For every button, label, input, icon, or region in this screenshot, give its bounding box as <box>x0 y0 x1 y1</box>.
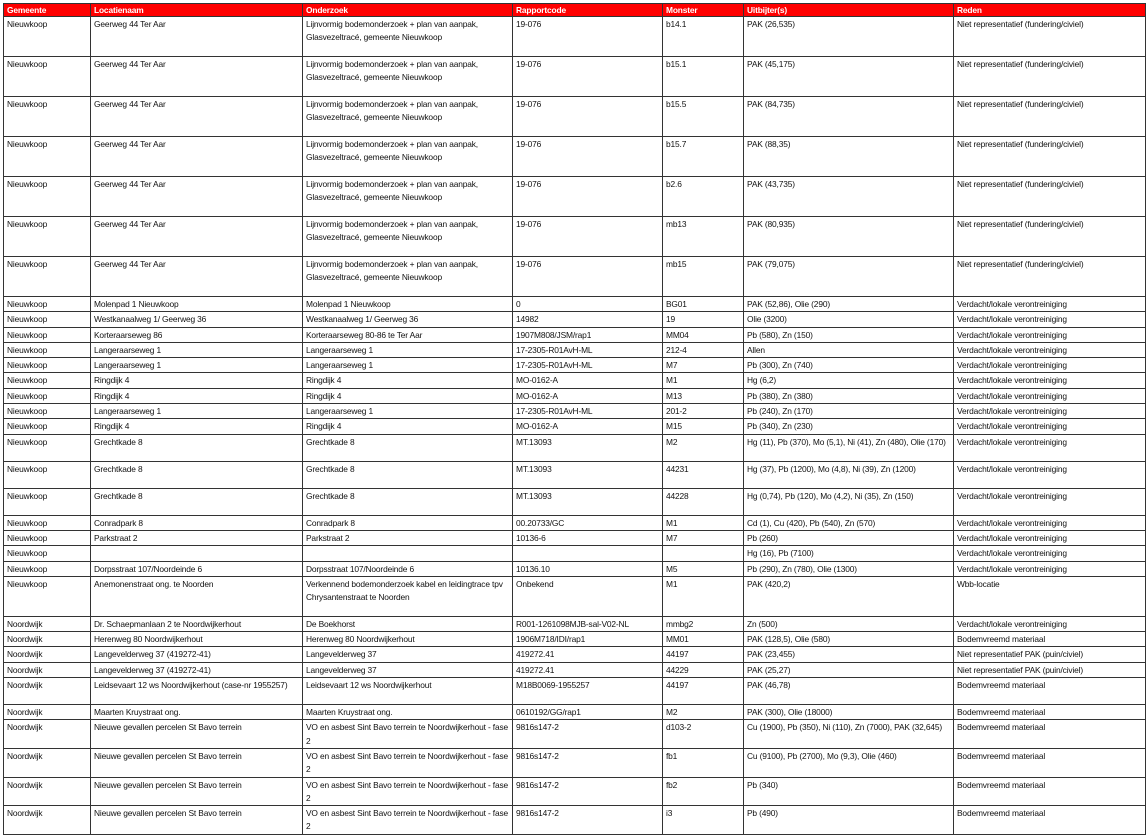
cell-rapportcode: MT.13093 <box>513 434 663 461</box>
cell-rapportcode: 0610192/GG/rap1 <box>513 705 663 720</box>
cell-reden: Verdacht/lokale verontreiniging <box>954 327 1146 342</box>
cell-rapportcode: 17-2305-R01AvH-ML <box>513 404 663 419</box>
cell-monster: 44229 <box>663 662 744 677</box>
cell-uitbijters: PAK (23,455) <box>744 647 954 662</box>
cell-rapportcode: 19-076 <box>513 217 663 257</box>
cell-reden: Bodemvreemd materiaal <box>954 678 1146 705</box>
table-row <box>4 662 1146 677</box>
cell-rapportcode: MT.13093 <box>513 488 663 515</box>
cell-locatienaam: Grechtkade 8 <box>91 461 303 488</box>
cell-locatienaam: Grechtkade 8 <box>91 488 303 515</box>
cell-locatienaam: Parkstraat 2 <box>91 530 303 545</box>
cell-uitbijters: Cu (1900), Pb (350), Ni (110), Zn (7000), PAK (32,645) <box>744 720 954 749</box>
cell-onderzoek: Grechtkade 8 <box>303 461 513 488</box>
cell-onderzoek: VO en asbest Sint Bavo terrein te Noordwijkerhout - fase 2 <box>303 720 513 749</box>
cell-monster: i3 <box>663 806 744 835</box>
cell-uitbijters: PAK (43,735) <box>744 177 954 217</box>
cell-gemeente: Nieuwkoop <box>4 257 91 297</box>
cell-monster: MM01 <box>663 632 744 647</box>
cell-locatienaam: Geerweg 44 Ter Aar <box>91 177 303 217</box>
cell-gemeente: Nieuwkoop <box>4 97 91 137</box>
table-row <box>4 777 1146 806</box>
cell-uitbijters: Hg (11), Pb (370), Mo (5,1), Ni (41), Zn (480), Olie (170) <box>744 434 954 461</box>
cell-onderzoek: Lijnvormig bodemonderzoek + plan van aanpak, Glasvezeltracé, gemeente Nieuwkoop <box>303 177 513 217</box>
cell-gemeente: Nieuwkoop <box>4 312 91 327</box>
cell-onderzoek: Parkstraat 2 <box>303 530 513 545</box>
cell-gemeente: Noordwijk <box>4 748 91 777</box>
cell-locatienaam: Conradpark 8 <box>91 515 303 530</box>
cell-rapportcode: 419272.41 <box>513 662 663 677</box>
cell-reden: Verdacht/lokale verontreiniging <box>954 358 1146 373</box>
table-row <box>4 561 1146 576</box>
cell-onderzoek: Lijnvormig bodemonderzoek + plan van aanpak, Glasvezeltracé, gemeente Nieuwkoop <box>303 97 513 137</box>
cell-onderzoek: Herenweg 80 Noordwijkerhout <box>303 632 513 647</box>
cell-gemeente: Noordwijk <box>4 720 91 749</box>
cell-uitbijters: Pb (240), Zn (170) <box>744 404 954 419</box>
table-body <box>4 17 1146 835</box>
cell-reden: Verdacht/lokale verontreiniging <box>954 312 1146 327</box>
cell-uitbijters: Pb (340) <box>744 777 954 806</box>
cell-reden: Verdacht/lokale verontreiniging <box>954 616 1146 631</box>
cell-gemeente: Nieuwkoop <box>4 404 91 419</box>
cell-rapportcode: 9816s147-2 <box>513 748 663 777</box>
cell-onderzoek: Lijnvormig bodemonderzoek + plan van aanpak, Glasvezeltracé, gemeente Nieuwkoop <box>303 17 513 57</box>
cell-rapportcode: 14982 <box>513 312 663 327</box>
cell-gemeente: Nieuwkoop <box>4 373 91 388</box>
cell-locatienaam: Westkanaalweg 1/ Geerweg 36 <box>91 312 303 327</box>
cell-locatienaam: Langeraarseweg 1 <box>91 358 303 373</box>
cell-locatienaam: Langevelderweg 37 (419272-41) <box>91 662 303 677</box>
cell-monster: 44228 <box>663 488 744 515</box>
cell-onderzoek: Molenpad 1 Nieuwkoop <box>303 297 513 312</box>
cell-reden: Verdacht/lokale verontreiniging <box>954 561 1146 576</box>
cell-reden: Bodemvreemd materiaal <box>954 777 1146 806</box>
cell-reden: Bodemvreemd materiaal <box>954 720 1146 749</box>
cell-reden: Niet representatief (fundering/civiel) <box>954 217 1146 257</box>
cell-rapportcode: 0 <box>513 297 663 312</box>
cell-reden: Verdacht/lokale verontreiniging <box>954 373 1146 388</box>
table-row <box>4 515 1146 530</box>
cell-monster: MM04 <box>663 327 744 342</box>
cell-onderzoek: Lijnvormig bodemonderzoek + plan van aanpak, Glasvezeltracé, gemeente Nieuwkoop <box>303 137 513 177</box>
cell-uitbijters: Pb (490) <box>744 806 954 835</box>
cell-monster: M5 <box>663 561 744 576</box>
cell-gemeente: Nieuwkoop <box>4 57 91 97</box>
table-row <box>4 177 1146 217</box>
cell-onderzoek: Grechtkade 8 <box>303 434 513 461</box>
cell-monster: fb1 <box>663 748 744 777</box>
cell-onderzoek: VO en asbest Sint Bavo terrein te Noordwijkerhout - fase 2 <box>303 777 513 806</box>
cell-locatienaam: Geerweg 44 Ter Aar <box>91 257 303 297</box>
cell-reden: Niet representatief PAK (puin/civiel) <box>954 662 1146 677</box>
cell-uitbijters: PAK (45,175) <box>744 57 954 97</box>
cell-uitbijters: Hg (16), Pb (7100) <box>744 546 954 561</box>
table-row <box>4 576 1146 616</box>
table-row <box>4 419 1146 434</box>
cell-onderzoek: Verkennend bodemonderzoek kabel en leidingtrace tpv Chrysantenstraat te Noorden <box>303 576 513 616</box>
cell-monster: M7 <box>663 530 744 545</box>
table-row <box>4 806 1146 835</box>
table-row <box>4 388 1146 403</box>
table-row <box>4 488 1146 515</box>
cell-uitbijters: Pb (260) <box>744 530 954 545</box>
table-row <box>4 720 1146 749</box>
header-reden: Reden <box>954 4 1146 17</box>
cell-monster: 212-4 <box>663 342 744 357</box>
cell-locatienaam: Nieuwe gevallen percelen St Bavo terrein <box>91 720 303 749</box>
cell-locatienaam: Geerweg 44 Ter Aar <box>91 17 303 57</box>
cell-onderzoek: Conradpark 8 <box>303 515 513 530</box>
cell-reden: Niet representatief (fundering/civiel) <box>954 257 1146 297</box>
cell-rapportcode: M18B0069-1955257 <box>513 678 663 705</box>
cell-locatienaam: Dr. Schaepmanlaan 2 te Noordwijkerhout <box>91 616 303 631</box>
cell-uitbijters: PAK (46,78) <box>744 678 954 705</box>
cell-reden: Verdacht/lokale verontreiniging <box>954 461 1146 488</box>
cell-rapportcode: 17-2305-R01AvH-ML <box>513 358 663 373</box>
cell-locatienaam: Maarten Kruystraat ong. <box>91 705 303 720</box>
cell-gemeente: Nieuwkoop <box>4 419 91 434</box>
cell-onderzoek <box>303 546 513 561</box>
cell-onderzoek: Dorpsstraat 107/Noordeinde 6 <box>303 561 513 576</box>
table-row <box>4 342 1146 357</box>
table-header-row <box>4 4 1146 17</box>
cell-uitbijters: Zn (500) <box>744 616 954 631</box>
cell-rapportcode: 17-2305-R01AvH-ML <box>513 342 663 357</box>
cell-monster: d103-2 <box>663 720 744 749</box>
cell-reden: Bodemvreemd materiaal <box>954 806 1146 835</box>
cell-rapportcode: MT.13093 <box>513 461 663 488</box>
table-row <box>4 530 1146 545</box>
cell-reden: Verdacht/lokale verontreiniging <box>954 515 1146 530</box>
cell-uitbijters: Hg (37), Pb (1200), Mo (4,8), Ni (39), Zn (1200) <box>744 461 954 488</box>
header-gemeente: Gemeente <box>4 4 91 17</box>
cell-monster: M15 <box>663 419 744 434</box>
cell-rapportcode: 9816s147-2 <box>513 806 663 835</box>
cell-locatienaam: Langevelderweg 37 (419272-41) <box>91 647 303 662</box>
cell-monster: M1 <box>663 515 744 530</box>
cell-locatienaam: Ringdijk 4 <box>91 388 303 403</box>
cell-uitbijters: Hg (0,74), Pb (120), Mo (4,2), Ni (35), Zn (150) <box>744 488 954 515</box>
cell-monster: mb15 <box>663 257 744 297</box>
cell-onderzoek: Ringdijk 4 <box>303 373 513 388</box>
cell-gemeente: Nieuwkoop <box>4 177 91 217</box>
cell-uitbijters: PAK (420,2) <box>744 576 954 616</box>
cell-uitbijters: Pb (340), Zn (230) <box>744 419 954 434</box>
cell-locatienaam: Geerweg 44 Ter Aar <box>91 137 303 177</box>
cell-reden: Verdacht/lokale verontreiniging <box>954 419 1146 434</box>
cell-onderzoek: Lijnvormig bodemonderzoek + plan van aanpak, Glasvezeltracé, gemeente Nieuwkoop <box>303 217 513 257</box>
cell-rapportcode: 19-076 <box>513 57 663 97</box>
cell-rapportcode: 19-076 <box>513 17 663 57</box>
cell-monster: M13 <box>663 388 744 403</box>
cell-uitbijters: Pb (580), Zn (150) <box>744 327 954 342</box>
cell-monster: b15.5 <box>663 97 744 137</box>
cell-rapportcode: 9816s147-2 <box>513 720 663 749</box>
cell-rapportcode: 19-076 <box>513 137 663 177</box>
cell-locatienaam <box>91 546 303 561</box>
table-row <box>4 217 1146 257</box>
cell-locatienaam: Anemonenstraat ong. te Noorden <box>91 576 303 616</box>
cell-rapportcode: MO-0162-A <box>513 373 663 388</box>
cell-gemeente: Nieuwkoop <box>4 297 91 312</box>
cell-locatienaam: Langeraarseweg 1 <box>91 342 303 357</box>
table-row <box>4 327 1146 342</box>
outliers-table <box>3 3 1146 835</box>
cell-rapportcode: 419272.41 <box>513 647 663 662</box>
cell-rapportcode: MO-0162-A <box>513 388 663 403</box>
table-row <box>4 297 1146 312</box>
cell-uitbijters: Pb (300), Zn (740) <box>744 358 954 373</box>
cell-gemeente: Nieuwkoop <box>4 434 91 461</box>
cell-locatienaam: Geerweg 44 Ter Aar <box>91 217 303 257</box>
table-row <box>4 632 1146 647</box>
cell-monster: M1 <box>663 576 744 616</box>
table-row <box>4 616 1146 631</box>
table-row <box>4 461 1146 488</box>
cell-rapportcode: 19-076 <box>513 97 663 137</box>
cell-gemeente: Noordwijk <box>4 632 91 647</box>
cell-onderzoek: Maarten Kruystraat ong. <box>303 705 513 720</box>
cell-reden: Verdacht/lokale verontreiniging <box>954 546 1146 561</box>
cell-onderzoek: Grechtkade 8 <box>303 488 513 515</box>
cell-onderzoek: Lijnvormig bodemonderzoek + plan van aanpak, Glasvezeltracé, gemeente Nieuwkoop <box>303 57 513 97</box>
cell-uitbijters: PAK (26,535) <box>744 17 954 57</box>
cell-reden: Niet representatief (fundering/civiel) <box>954 177 1146 217</box>
table-row <box>4 404 1146 419</box>
cell-gemeente: Noordwijk <box>4 705 91 720</box>
cell-reden: Verdacht/lokale verontreiniging <box>954 404 1146 419</box>
cell-rapportcode: 19-076 <box>513 257 663 297</box>
table-row <box>4 57 1146 97</box>
cell-onderzoek: Langevelderweg 37 <box>303 662 513 677</box>
cell-locatienaam: Ringdijk 4 <box>91 373 303 388</box>
cell-monster: BG01 <box>663 297 744 312</box>
header-locatienaam: Locatienaam <box>91 4 303 17</box>
cell-onderzoek: Ringdijk 4 <box>303 388 513 403</box>
cell-uitbijters: Hg (6,2) <box>744 373 954 388</box>
cell-monster: 19 <box>663 312 744 327</box>
cell-reden: Niet representatief (fundering/civiel) <box>954 97 1146 137</box>
cell-locatienaam: Herenweg 80 Noordwijkerhout <box>91 632 303 647</box>
cell-locatienaam: Geerweg 44 Ter Aar <box>91 57 303 97</box>
cell-gemeente: Nieuwkoop <box>4 137 91 177</box>
cell-uitbijters: PAK (300), Olie (18000) <box>744 705 954 720</box>
cell-onderzoek: Langeraarseweg 1 <box>303 404 513 419</box>
cell-reden: Verdacht/lokale verontreiniging <box>954 297 1146 312</box>
cell-gemeente: Nieuwkoop <box>4 358 91 373</box>
cell-reden: Verdacht/lokale verontreiniging <box>954 342 1146 357</box>
cell-locatienaam: Nieuwe gevallen percelen St Bavo terrein <box>91 806 303 835</box>
header-rapportcode: Rapportcode <box>513 4 663 17</box>
cell-onderzoek: Langevelderweg 37 <box>303 647 513 662</box>
cell-uitbijters: Cu (9100), Pb (2700), Mo (9,3), Olie (460) <box>744 748 954 777</box>
cell-reden: Verdacht/lokale verontreiniging <box>954 434 1146 461</box>
cell-gemeente: Nieuwkoop <box>4 561 91 576</box>
cell-gemeente: Noordwijk <box>4 678 91 705</box>
table-row <box>4 97 1146 137</box>
table-row <box>4 358 1146 373</box>
cell-monster: 44197 <box>663 647 744 662</box>
cell-reden: Verdacht/lokale verontreiniging <box>954 530 1146 545</box>
cell-gemeente: Nieuwkoop <box>4 515 91 530</box>
cell-rapportcode: MO-0162-A <box>513 419 663 434</box>
cell-locatienaam: Molenpad 1 Nieuwkoop <box>91 297 303 312</box>
cell-gemeente: Nieuwkoop <box>4 388 91 403</box>
cell-onderzoek: Langeraarseweg 1 <box>303 358 513 373</box>
table-row <box>4 748 1146 777</box>
cell-uitbijters: PAK (25,27) <box>744 662 954 677</box>
cell-gemeente: Nieuwkoop <box>4 327 91 342</box>
cell-locatienaam: Langeraarseweg 1 <box>91 404 303 419</box>
cell-monster: fb2 <box>663 777 744 806</box>
cell-monster: 44197 <box>663 678 744 705</box>
cell-monster: b15.7 <box>663 137 744 177</box>
cell-onderzoek: Leidsevaart 12 ws Noordwijkerhout <box>303 678 513 705</box>
cell-uitbijters: Allen <box>744 342 954 357</box>
cell-gemeente: Noordwijk <box>4 616 91 631</box>
cell-rapportcode: 10136.10 <box>513 561 663 576</box>
cell-locatienaam: Korteraarseweg 86 <box>91 327 303 342</box>
cell-reden: Niet representatief (fundering/civiel) <box>954 137 1146 177</box>
cell-uitbijters: Pb (290), Zn (780), Olie (1300) <box>744 561 954 576</box>
table-row <box>4 434 1146 461</box>
cell-reden: Verdacht/lokale verontreiniging <box>954 488 1146 515</box>
table-row <box>4 137 1146 177</box>
cell-locatienaam: Nieuwe gevallen percelen St Bavo terrein <box>91 748 303 777</box>
cell-locatienaam: Dorpsstraat 107/Noordeinde 6 <box>91 561 303 576</box>
cell-locatienaam: Grechtkade 8 <box>91 434 303 461</box>
cell-monster: 201-2 <box>663 404 744 419</box>
cell-rapportcode: 9816s147-2 <box>513 777 663 806</box>
cell-locatienaam: Ringdijk 4 <box>91 419 303 434</box>
cell-locatienaam: Nieuwe gevallen percelen St Bavo terrein <box>91 777 303 806</box>
table-row <box>4 17 1146 57</box>
table-row <box>4 257 1146 297</box>
cell-locatienaam: Geerweg 44 Ter Aar <box>91 97 303 137</box>
cell-monster: mb13 <box>663 217 744 257</box>
header-monster: Monster <box>663 4 744 17</box>
table-row <box>4 705 1146 720</box>
table-row <box>4 546 1146 561</box>
cell-uitbijters: PAK (88,35) <box>744 137 954 177</box>
cell-gemeente: Noordwijk <box>4 647 91 662</box>
cell-gemeente: Noordwijk <box>4 662 91 677</box>
cell-monster: b15.1 <box>663 57 744 97</box>
table-row <box>4 678 1146 705</box>
cell-gemeente: Nieuwkoop <box>4 530 91 545</box>
cell-onderzoek: Korteraarseweg 80-86 te Ter Aar <box>303 327 513 342</box>
cell-gemeente: Nieuwkoop <box>4 17 91 57</box>
cell-gemeente: Nieuwkoop <box>4 488 91 515</box>
header-uitbijters: Uitbijter(s) <box>744 4 954 17</box>
cell-uitbijters: PAK (128,5), Olie (580) <box>744 632 954 647</box>
cell-onderzoek: Langeraarseweg 1 <box>303 342 513 357</box>
cell-monster: M2 <box>663 434 744 461</box>
cell-reden: Bodemvreemd materiaal <box>954 632 1146 647</box>
cell-uitbijters: PAK (52,86), Olie (290) <box>744 297 954 312</box>
cell-reden: Bodemvreemd materiaal <box>954 748 1146 777</box>
cell-uitbijters: PAK (80,935) <box>744 217 954 257</box>
cell-monster: b2.6 <box>663 177 744 217</box>
cell-uitbijters: Pb (380), Zn (380) <box>744 388 954 403</box>
cell-rapportcode: 00.20733/GC <box>513 515 663 530</box>
table-row <box>4 647 1146 662</box>
cell-onderzoek: Ringdijk 4 <box>303 419 513 434</box>
cell-locatienaam: Leidsevaart 12 ws Noordwijkerhout (case-nr 1955257) <box>91 678 303 705</box>
cell-onderzoek: De Boekhorst <box>303 616 513 631</box>
cell-monster: 44231 <box>663 461 744 488</box>
cell-reden: Niet representatief PAK (puin/civiel) <box>954 647 1146 662</box>
cell-onderzoek: Westkanaalweg 1/ Geerweg 36 <box>303 312 513 327</box>
cell-onderzoek: VO en asbest Sint Bavo terrein te Noordwijkerhout - fase 2 <box>303 806 513 835</box>
cell-monster: M2 <box>663 705 744 720</box>
cell-rapportcode: 19-076 <box>513 177 663 217</box>
cell-monster: M7 <box>663 358 744 373</box>
cell-uitbijters: PAK (79,075) <box>744 257 954 297</box>
cell-reden: Wbb-locatie <box>954 576 1146 616</box>
cell-gemeente: Nieuwkoop <box>4 461 91 488</box>
cell-reden: Niet representatief (fundering/civiel) <box>954 17 1146 57</box>
cell-monster: b14.1 <box>663 17 744 57</box>
cell-rapportcode <box>513 546 663 561</box>
cell-gemeente: Nieuwkoop <box>4 342 91 357</box>
cell-rapportcode: 1906M718/IDI/rap1 <box>513 632 663 647</box>
cell-rapportcode: 10136-6 <box>513 530 663 545</box>
table-row <box>4 312 1146 327</box>
cell-uitbijters: PAK (84,735) <box>744 97 954 137</box>
cell-uitbijters: Cd (1), Cu (420), Pb (540), Zn (570) <box>744 515 954 530</box>
cell-rapportcode: 1907M808/JSM/rap1 <box>513 327 663 342</box>
cell-reden: Verdacht/lokale verontreiniging <box>954 388 1146 403</box>
cell-gemeente: Nieuwkoop <box>4 546 91 561</box>
table-row <box>4 373 1146 388</box>
cell-onderzoek: Lijnvormig bodemonderzoek + plan van aanpak, Glasvezeltracé, gemeente Nieuwkoop <box>303 257 513 297</box>
cell-monster <box>663 546 744 561</box>
cell-rapportcode: R001-1261098MJB-sal-V02-NL <box>513 616 663 631</box>
cell-reden: Niet representatief (fundering/civiel) <box>954 57 1146 97</box>
cell-uitbijters: Olie (3200) <box>744 312 954 327</box>
cell-gemeente: Nieuwkoop <box>4 576 91 616</box>
cell-rapportcode: Onbekend <box>513 576 663 616</box>
cell-gemeente: Noordwijk <box>4 806 91 835</box>
cell-monster: M1 <box>663 373 744 388</box>
cell-monster: mmbg2 <box>663 616 744 631</box>
cell-onderzoek: VO en asbest Sint Bavo terrein te Noordwijkerhout - fase 2 <box>303 748 513 777</box>
header-onderzoek: Onderzoek <box>303 4 513 17</box>
cell-reden: Bodemvreemd materiaal <box>954 705 1146 720</box>
cell-gemeente: Noordwijk <box>4 777 91 806</box>
cell-gemeente: Nieuwkoop <box>4 217 91 257</box>
